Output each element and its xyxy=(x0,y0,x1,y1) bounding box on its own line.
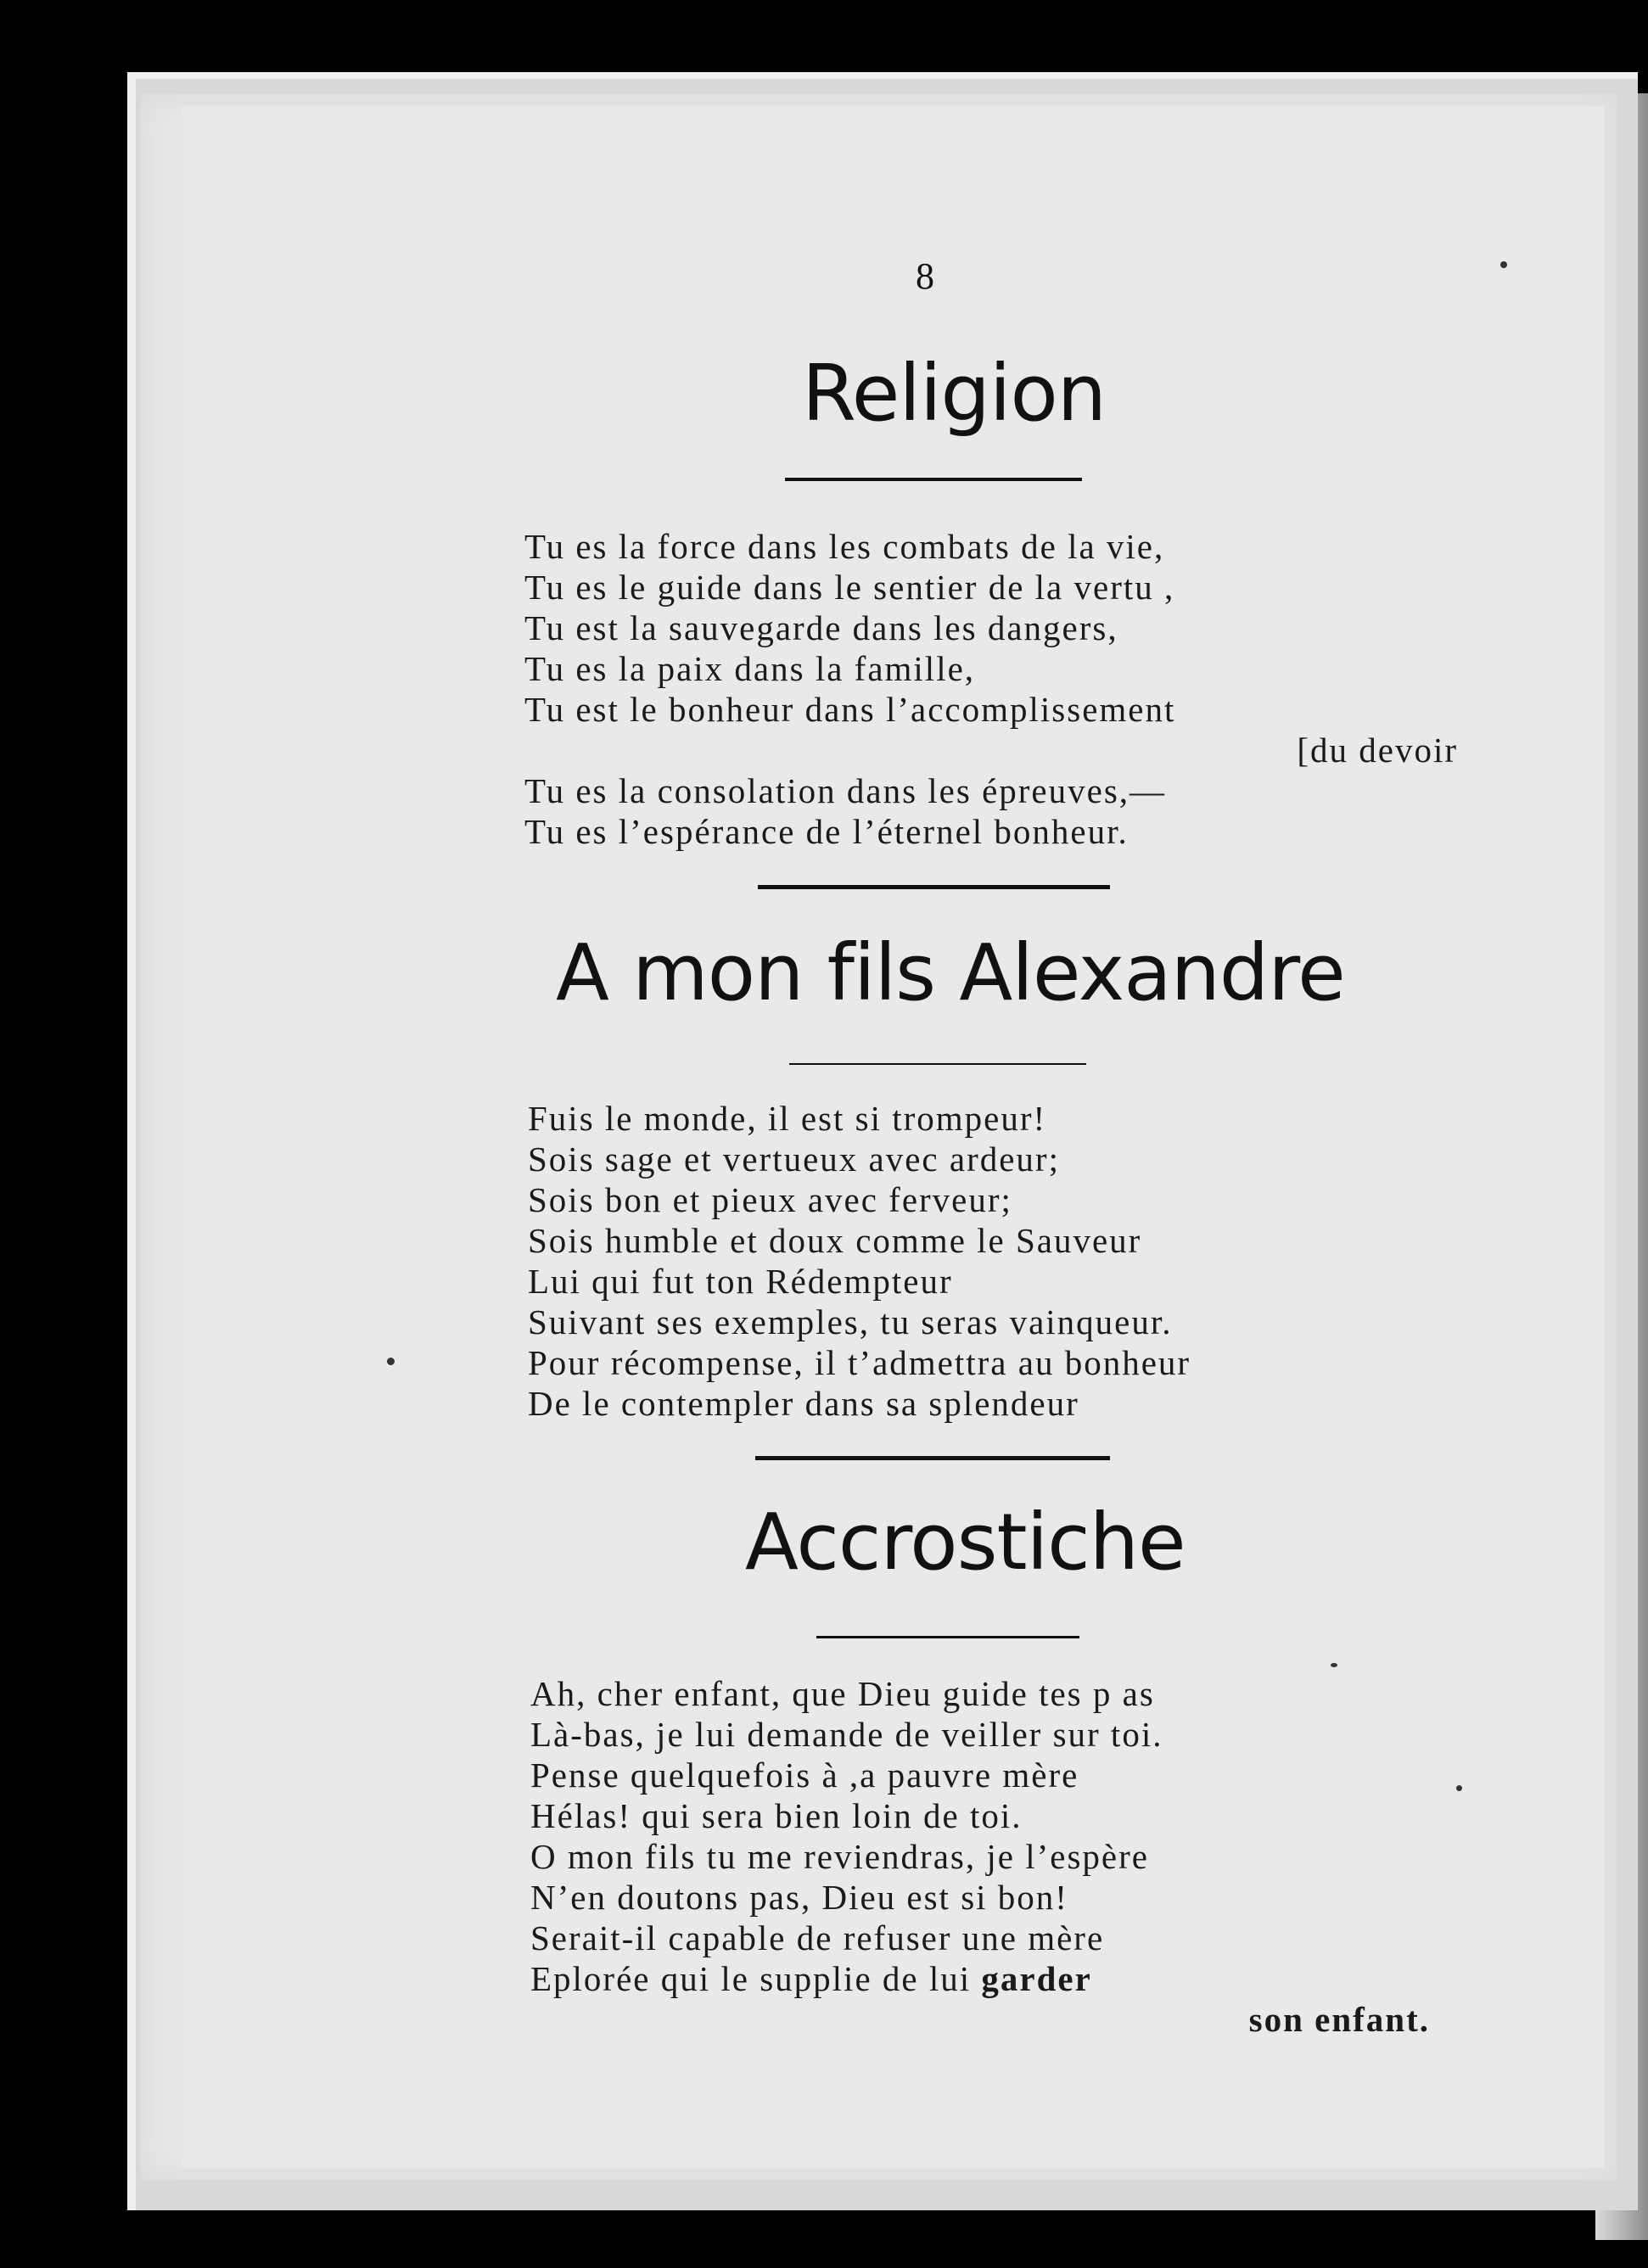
page-number: 8 xyxy=(916,255,934,297)
poem-line-bold-word: garder xyxy=(981,1959,1092,1998)
poem-line: Lui qui fut ton Rédempteur xyxy=(528,1262,953,1301)
poem-line: Tu es l’espérance de l’éternel bonheur. xyxy=(524,812,1129,851)
poem-line: Là-bas, je lui demande de veiller sur toi. xyxy=(530,1715,1163,1754)
scan-speck xyxy=(1500,261,1507,268)
poem-line: De le contempler dans sa splendeur xyxy=(528,1384,1079,1423)
poem-line: Tu est la sauvegarde dans les dangers, xyxy=(524,608,1118,647)
poem-line-text: Eplorée qui le supplie de lui xyxy=(530,1959,972,1998)
poem-line: Tu es la consolation dans les épreuves,— xyxy=(524,771,1167,810)
section-title-accrostiche: Accrostiche xyxy=(745,1497,1186,1588)
title-underline-accrostiche xyxy=(816,1636,1079,1638)
poem-line: Tu es le guide dans le sentier de la vertu , xyxy=(524,568,1175,607)
poem-religion xyxy=(524,526,1458,852)
title-underline-religion xyxy=(785,478,1082,481)
poem-line xyxy=(530,1958,1430,1999)
poem-line-continuation: son enfant. xyxy=(1248,2000,1430,2039)
poem-line: O mon fils tu me reviendras, je l’espère xyxy=(530,1837,1149,1876)
poem-line: Sois bon et pieux avec ferveur; xyxy=(528,1180,1012,1219)
poem-line: Suivant ses exemples, tu seras vainqueur. xyxy=(528,1302,1173,1341)
title-underline-alexandre xyxy=(789,1063,1086,1065)
poem-line: Serait-il capable de refuser une mère xyxy=(530,1918,1105,1957)
scan-speck xyxy=(387,1358,395,1365)
poem-line: N’en doutons pas, Dieu est si bon! xyxy=(530,1878,1068,1917)
scan-speck xyxy=(1331,1663,1337,1667)
section-title-a-mon-fils-alexandre: A mon fils Alexandre xyxy=(556,927,1345,1018)
poem-a-mon-fils-alexandre xyxy=(528,1098,1461,1424)
section-title-religion: Religion xyxy=(802,348,1107,439)
poem-line: Tu es la paix dans la famille, xyxy=(524,649,976,688)
section-divider xyxy=(755,1456,1110,1460)
poem-line: Hélas! qui sera bien loin de toi. xyxy=(530,1796,1023,1835)
poem-line: Sois humble et doux comme le Sauveur xyxy=(528,1221,1142,1260)
section-divider xyxy=(758,885,1110,889)
poem-line: Tu est le bonheur dans l’accomplissement xyxy=(524,690,1176,729)
poem-line: Tu es la force dans les combats de la vie, xyxy=(524,527,1165,566)
poem-accrostiche xyxy=(530,1673,1430,2040)
poem-line: Fuis le monde, il est si trompeur! xyxy=(528,1099,1047,1138)
poem-line-continuation: [du devoir xyxy=(1297,731,1458,770)
poem-line: Ah, cher enfant, que Dieu guide tes p as xyxy=(530,1674,1155,1713)
poem-line: Pense quelquefois à ,a pauvre mère xyxy=(530,1756,1079,1795)
poem-line: Pour récompense, il t’admettra au bonheur xyxy=(528,1343,1191,1382)
poem-line: Sois sage et vertueux avec ardeur; xyxy=(528,1140,1060,1179)
scan-speck xyxy=(1456,1785,1462,1791)
